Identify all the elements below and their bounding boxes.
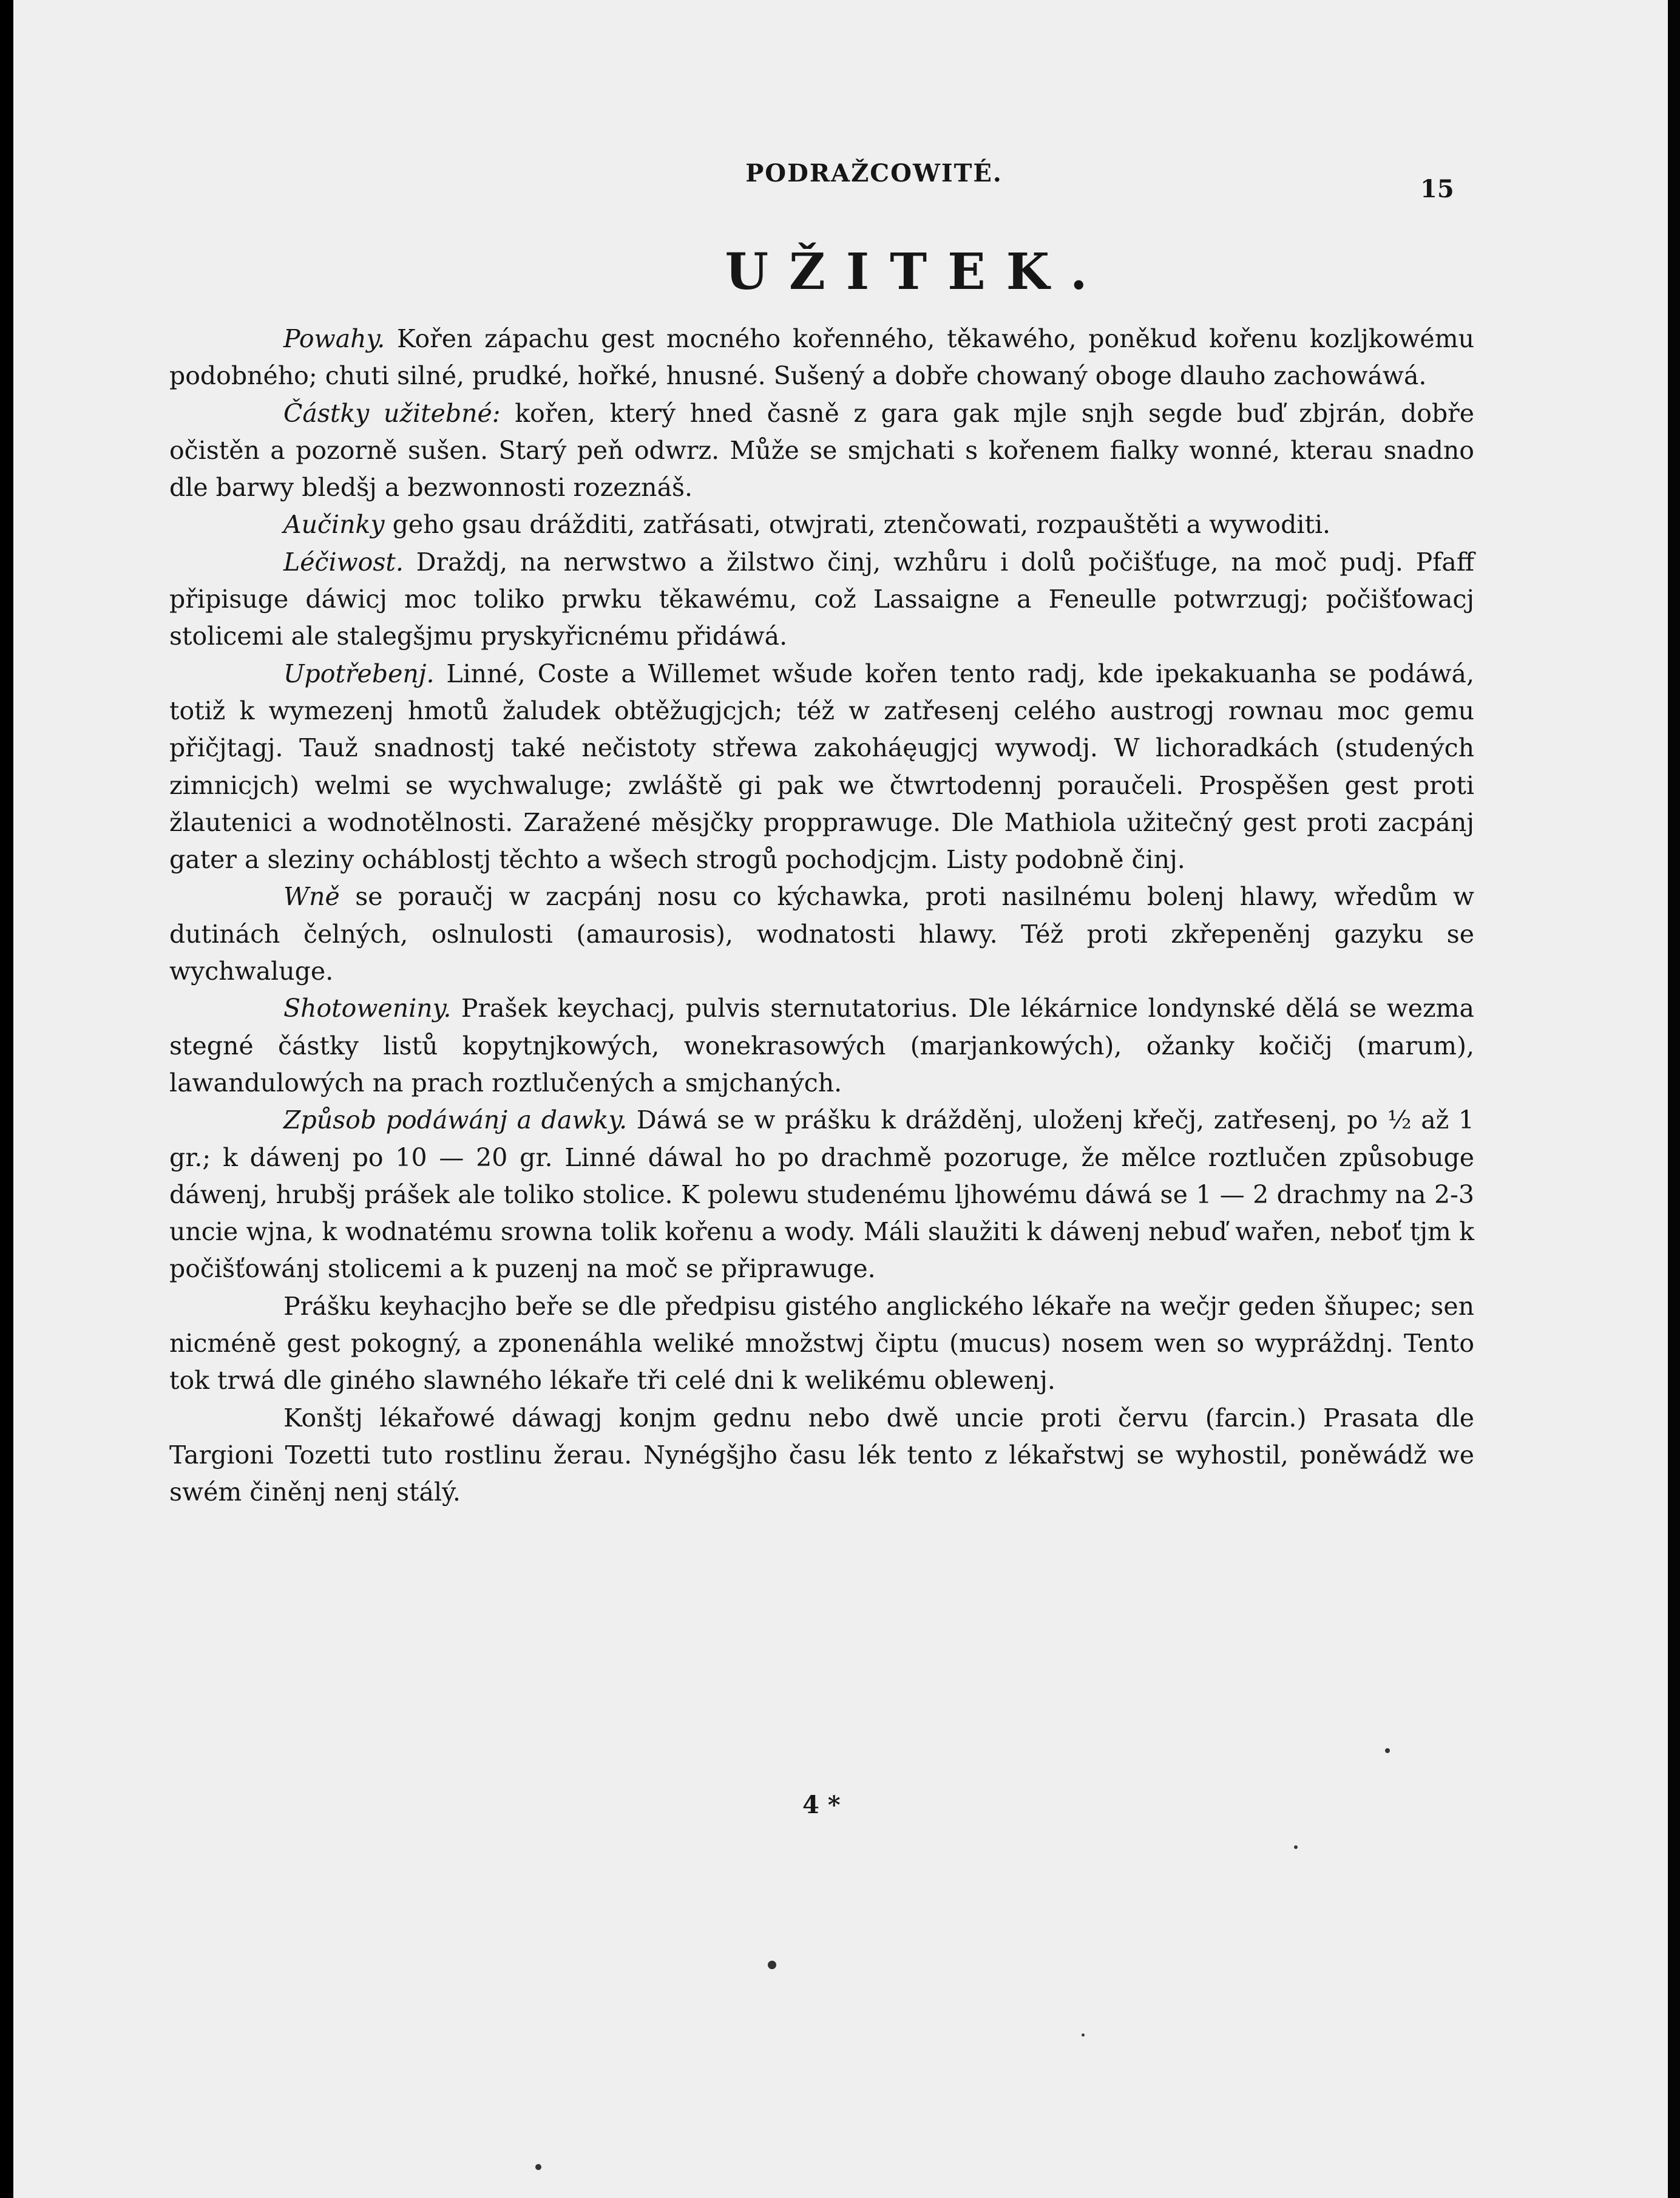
paragraph-text: Kořen zápachu gest mocného kořenného, těkawého, poněkud kořenu kozljkowému podobného; chuti silné, prudké, hořké, hnusné. Sušený a dobře chowaný oboge dlauho zachowáwá. — [169, 324, 1474, 391]
paragraph-aucinky — [169, 506, 1474, 543]
dust-speck — [768, 1961, 776, 1969]
paragraph-lead: Léčiwost. — [283, 547, 404, 577]
scan-border — [1668, 0, 1680, 2198]
scanned-page — [13, 0, 1668, 2198]
paragraph-lead: Aučinky — [283, 510, 385, 540]
signature-mark: 4 * — [802, 1791, 841, 1819]
section-title: UŽITEK. — [725, 243, 1108, 301]
paragraph-text: Dáwá se w prášku k drážděnj, uloženj křečj, zatřesenj, po ½ až 1 gr.; k dáwenj po 10 — 20 gr. Linné dáwal ho po drachmě pozoruge, že mělce roztlučen způsobuge dáwenj, hrubšj prášek ale toliko stolice. K polewu studenému ljhowému dáwá se 1 — 2 drachmy na 2-3 uncie wjna, k wodnatému srowna tolik kořenu a wody. Máli slaužiti k dáwenj nebuď wařen, neboť tjm k počišťowánj stolicemi a k puzenj na moč se připrawuge. — [169, 1105, 1474, 1284]
paragraph-text: Draždj, na nerwstwo a žilstwo činj, wzhůru i dolů počišťuge, na moč pudj. Pfaff připisuge dáwicj moc toliko prwku těkawému, což Lassaigne a Feneulle potwrzugj; počišťowacj stolicemi ale stalegšjmu pryskyřicnému přidáwá. — [169, 547, 1474, 651]
paragraph-lead: Způsob podáwánj a dawky. — [283, 1105, 628, 1135]
dust-speck — [1294, 1845, 1298, 1849]
dust-speck — [1385, 1748, 1390, 1753]
paragraph-text: kořen, který hned časně z gara gak mjle snjh segde buď zbjrán, dobře očistěn a pozorně sušen. Starý peň odwrz. Může se smjchati s kořenem fialky wonné, kterau snadno dle barwy bledšj a bezwonnosti rozeznáš. — [169, 398, 1474, 503]
paragraph-zpusob — [169, 1102, 1474, 1287]
paragraph-text: geho gsau drážditi, zatřásati, otwjrati, ztenčowati, rozpauštěti a wywoditi. — [392, 510, 1331, 540]
paragraph-prasku — [169, 1288, 1474, 1400]
body-text — [169, 321, 1474, 1511]
paragraph-text: se poraučj w zacpánj nosu co kýchawka, proti nasilnému bolenj hlawy, wředům w dutinách čelných, oslnulosti (amaurosis), wodnatosti hlawy. Též proti zkřepeněnj gazyku se wychwaluge. — [169, 882, 1474, 986]
paragraph-wne — [169, 878, 1474, 990]
paragraph-lead: Shotoweniny. — [283, 994, 452, 1023]
paragraph-shotoweniny — [169, 990, 1474, 1102]
paragraph-text: Konštj lékařowé dáwagj konjm gednu nebo dwě uncie proti červu (farcin.) Prasata dle Targioni Tozetti tuto rostlinu žerau. Nynégšjho času lék tento z lékařstwj se wyhostil, poněwádž we swém činěnj nenj stálý. — [169, 1403, 1474, 1507]
paragraph-lead: Wně — [283, 882, 340, 912]
paragraph-upotrebeni — [169, 656, 1474, 879]
paragraph-leciwost — [169, 544, 1474, 656]
paragraph-text: Linné, Coste a Willemet wšude kořen tento radj, kde ipekakuanha se podáwá, totiž k wymezenj hmotů žaludek obtěžugjcjch; též w zatřesenj celého austrogj rownau moc gemu přičjtagj. Tauž snadnostj také nečistoty střewa zakoháęugjcj wywodj. W lichoradkách (studených zimnicjch) welmi se wychwaluge; zwláště gi pak we čtwrtodennj poraučeli. Prospěšen gest proti žlautenici a wodnotělnosti. Zaražené měsjčky propprawuge. Dle Mathiola užitečný gest proti zacpánj gater a sleziny ocháblostj těchto a wšech strogů pochodjcjm. Listy podobně činj. — [169, 659, 1474, 875]
running-head: PODRAŽCOWITÉ. — [745, 159, 1003, 188]
paragraph-lead: Částky užitebné: — [283, 398, 501, 428]
paragraph-konstj — [169, 1400, 1474, 1511]
page-number: 15 — [1420, 175, 1454, 203]
paragraph-powahy — [169, 321, 1474, 395]
paragraph-lead: Upotřebenj. — [283, 659, 435, 688]
dust-speck — [1082, 2033, 1085, 2037]
paragraph-castky — [169, 395, 1474, 507]
paragraph-text: Prašek keychacj, pulvis sternutatorius. Dle lékárnice londynské dělá se wezma stegné částky listů kopytnjkowých, wonekrasowých (marjankowých), ožanky kočičj (marum), lawandulowých na prach roztlučených a smjchaných. — [169, 994, 1474, 1097]
paragraph-text: Prášku keyhacjho beře se dle předpisu gistého anglického lékaře na wečjr geden šňupec; sen nicméně gest pokogný, a zponenáhla weliké množstwj čiptu (mucus) nosem wen so wypráždnj. Tento tok trwá dle giného slawného lékaře tři celé dni k welikému oblewenj. — [169, 1291, 1474, 1396]
paragraph-lead: Powahy. — [283, 324, 385, 353]
dust-speck — [535, 2164, 541, 2170]
